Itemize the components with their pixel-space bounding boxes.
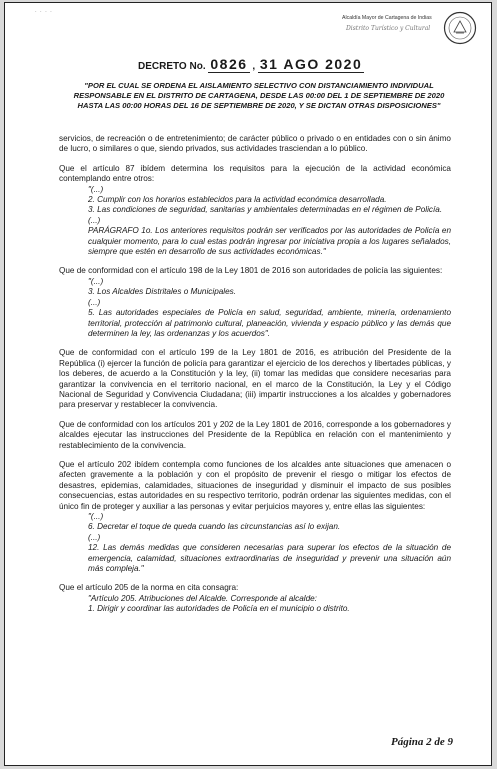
quote-line: (...): [88, 532, 101, 542]
document-page: [4, 2, 492, 766]
letterhead: [342, 11, 477, 61]
quote-line: "Artículo 205. Atribuciones del Alcalde. Corresponde al alcalde:: [88, 593, 317, 603]
paragraph: Que el artículo 205 de la norma en cita consagra:: [59, 583, 239, 593]
city-seal-icon: [443, 11, 477, 45]
decree-label: DECRETO No.: [138, 61, 206, 72]
paragraph: Que el artículo 202 ibídem contempla como funciones de los alcaldes ante situaciones que amenacen o afecten gravemente a la población y con el propósito de prevenir el riesgo o mitigar los efectos de desastres, epidemias, calamidades, situaciones de inseguridad y disminuir el impacto de sus posibles consecuencias, estas autoridades en su respectivo territorio, podrán ordenar las siguientes medidas, con el único fin de proteger y auxiliar a las personas y evitar perjuicios mayores y, entre ellas las siguientes:: [59, 459, 451, 511]
quote-line: 6. Decretar el toque de queda cuando las circunstancias así lo exijan.: [88, 522, 341, 532]
quote-line: 1. Dirigir y coordinar las autoridades de Policía en el municipio o distrito.: [88, 604, 350, 614]
quote-line: (...): [88, 215, 101, 225]
paragraph: Que el artículo 87 ibídem determina los requisitos para la ejecución de la actividad económica contemplando entre otros:: [59, 163, 451, 184]
quote-line: "(...): [88, 276, 104, 286]
paragraph: Que de conformidad con el artículo 199 de la Ley 1801 de 2016, es atribución del Presidente de la República (i) ejercer la función de policía para garantizar el ejercicio de los derechos y libertades públicas, y los deberes, de acuerdo a la Constitución y la ley, (ii) tomar las medidas que considere necesarias para garantizar la convivencia en el territorio nacional, en el marco de la Constitución, la Ley y el Código Nacional de Seguridad y Convivencia Ciudadana; (iii) impartir instrucciones a los alcaldes y gobernadores para preservar y restablecer la convivencia.: [59, 348, 451, 410]
quote-line: (...): [88, 297, 101, 307]
paragraph: Que de conformidad con los artículos 201 y 202 de la Ley 1801 de 2016, corresponde a los gobernadores y alcaldes ejecutar las instrucciones del Presidente de la República en relación con el mantenimiento y restablecimiento de la convivencia.: [59, 419, 451, 450]
quote-line: 5. Las autoridades especiales de Policía en salud, seguridad, ambiente, minería, ordenamiento territorial, protección al patrimonio cultural, planeación, vivienda y espacio público y las demás que determinen la ley, las ordenanzas y los acuerdos".: [88, 308, 451, 338]
document-body: [59, 134, 451, 615]
decree-date-separator: ,: [252, 61, 256, 72]
paragraph: Que de conformidad con el artículo 198 de la Ley 1801 de 2016 son autoridades de policía las siguientes:: [59, 266, 443, 276]
quote-line: "(...): [88, 512, 104, 521]
decree-heading: "POR EL CUAL SE ORDENA EL AISLAMIENTO SELECTIVO CON DISTANCIAMIENTO INDIVIDUAL RESPONSABLE EN EL DISTRITO DE CARTAGENA, DESDE LAS 00:00 DEL 1 DE SEPTIEMBRE DE 2020 HASTA LAS 00:00 HORAS DEL 16 DE SEPTIEMBRE DE 2020, Y SE DICTAN OTRAS DISPOSICIONES": [73, 81, 445, 111]
paragraph: servicios, de recreación o de entretenimiento; de carácter público o privado o en entidades con o sin ánimo de lucro, o similares o que, siendo privados, sus actividades trasciendan a lo público.: [59, 134, 451, 154]
decree-number: 0826: [210, 56, 248, 72]
quote-line: 2. Cumplir con los horarios establecidos para la actividad económica desarrollada.: [88, 195, 387, 205]
decree-date: 31 AGO 2020: [259, 56, 363, 72]
alcaldia-name: Alcaldía Mayor de Cartagena de Indias: [342, 15, 432, 21]
page-number: Página 2 de 9: [390, 736, 453, 748]
quote-line: PARÁGRAFO 1o. Los anteriores requisitos podrán ser verificados por las autoridades de Policía en cualquier momento, para lo cual estas podrán ingresar por iniciativa propia a los lugares señalados, siempre que estén en desarrollo de sus actividades económicas.": [88, 226, 451, 257]
quote-line: 3. Las condiciones de seguridad, sanitarias y ambientales determinadas en el régimen de Policía.: [88, 205, 443, 215]
quote-line: 12. Las demás medidas que consideren necesarias para superar los efectos de la situación de emergencia, calamidad, situaciones extraordinarias de inseguridad y prevenir una situación aún más compleja.": [88, 543, 451, 574]
quote-line: 3. Los Alcaldes Distritales o Municipales.: [88, 287, 237, 297]
decree-line: [138, 56, 478, 73]
alcaldia-motto: Distrito Turístico y Cultural: [346, 25, 431, 32]
quote-line: "(...): [88, 184, 104, 194]
top-mark: · · · ·: [35, 9, 53, 15]
